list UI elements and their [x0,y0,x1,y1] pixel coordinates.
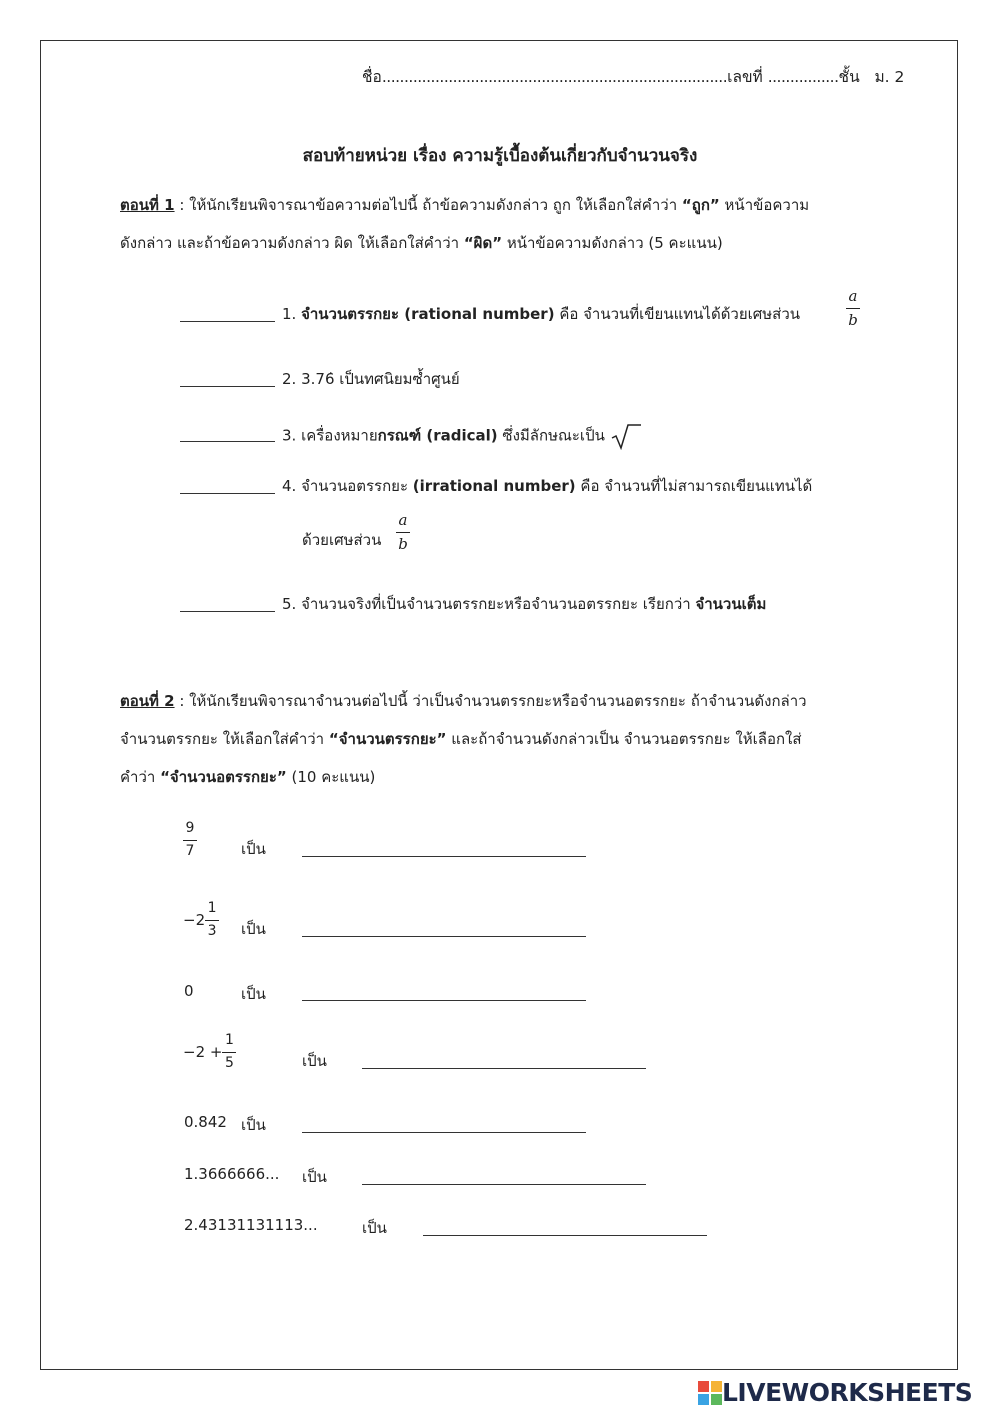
is-label-2: เป็น [241,920,266,938]
answer-blank-1[interactable] [180,321,275,322]
fraction-a-over-b-2: $\frac{a}{b}$ [396,511,410,554]
number-zero: 0 [184,982,194,1000]
repeating-decimal: 3.76̇ [301,370,335,388]
answer-line-7[interactable] [423,1235,707,1236]
question-4-line1: 4. จำนวนอตรรกยะ (irrational number) คือ จำนวนที่ไม่สามารถเขียนแทนได้ [282,477,813,495]
word-false: “ผิด” [463,234,503,252]
is-label-4: เป็น [302,1052,327,1070]
answer-line-1[interactable] [302,856,586,857]
question-1: 1. จำนวนตรรกยะ (rational number) คือ จำนวนที่เขียนแทนได้ด้วยเศษส่วน [282,305,801,323]
number-neg-2-and-1-third: −2 $\frac{1}{3}$ [183,900,219,940]
answer-blank-5[interactable] [180,611,275,612]
part2-instruction-line3: คำว่า “จำนวนอตรรกยะ” (10 คะแนน) [120,768,376,786]
is-label-7: เป็น [362,1219,387,1237]
answer-line-2[interactable] [302,936,586,937]
class-label: ชั้น [838,68,860,86]
answer-blank-4[interactable] [180,493,275,494]
liveworksheets-logo [698,1378,972,1408]
number-0-842: 0.842 [184,1113,227,1131]
header-line [362,64,904,89]
answer-line-6[interactable] [362,1184,646,1185]
radical-sign-icon [610,422,642,450]
logo-text: LIVEWORKSHEETS [722,1378,973,1407]
answer-line-4[interactable] [362,1068,646,1069]
question-3: 3. เครื่องหมายกรณฑ์ (radical) ซึ่งมีลักษณะเป็น [282,422,642,450]
number-2-43131131113: 2.43131131113... [184,1216,318,1234]
part1-instruction-line2: ดังกล่าว และถ้าข้อความดังกล่าว ผิด ให้เลือกใส่คำว่า “ผิด” หน้าข้อความดังกล่าว (5 คะแนน) [120,234,723,252]
answer-line-3[interactable] [302,1000,586,1001]
part2-instruction-line2: จำนวนตรรกยะ ให้เลือกใส่คำว่า “จำนวนตรรกยะ” และถ้าจำนวนดังกล่าวเป็น จำนวนอตรรกยะ ให้เลือกใส่ [120,730,802,748]
logo-grid-icon [698,1381,722,1405]
answer-blank-3[interactable] [180,441,275,442]
is-label-6: เป็น [302,1168,327,1186]
number-9-over-7: $\frac{9}{7}$ [183,820,197,860]
fraction-a-over-b-1: $\frac{a}{b}$ [846,287,860,330]
part1-instruction-line1: ตอนที่ 1 : ให้นักเรียนพิจารณาข้อความต่อไปนี้ ถ้าข้อความดังกล่าว ถูก ให้เลือกใส่คำว่า “ถูก” หน้าข้อความ [120,196,810,214]
is-label-3: เป็น [241,985,266,1003]
answer-line-5[interactable] [302,1132,586,1133]
question-5: 5. จำนวนจริงที่เป็นจำนวนตรรกยะหรือจำนวนอตรรกยะ เรียกว่า จำนวนเต็ม [282,595,767,613]
part2-instruction-line1: ตอนที่ 2 : ให้นักเรียนพิจารณาจำนวนต่อไปนี้ ว่าเป็นจำนวนตรรกยะหรือจำนวนอตรรกยะ ถ้าจำนวนดังกล่าว [120,692,807,710]
page-title: สอบท้ายหน่วย เรื่อง ความรู้เบื้องต้นเกี่ยวกับจำนวนจริง [302,146,698,166]
number-1-3666666: 1.3666666... [184,1165,280,1183]
is-label-1: เป็น [241,840,266,858]
part2-label: ตอนที่ 2 [120,692,175,710]
number-field[interactable]: ................ [767,68,839,86]
is-label-5: เป็น [241,1116,266,1134]
class-value: ม. 2 [874,68,905,86]
question-2: 2. 3.76̇ เป็นทศนิยมซ้ำศูนย์ [282,370,460,388]
number-label: เลขที่ [727,68,763,86]
number-neg-2-plus-1-fifth: −2 + $\frac{1}{5}$ [183,1032,236,1072]
part1-label: ตอนที่ 1 [120,196,175,214]
question-4-line2: ด้วยเศษส่วน [302,531,382,549]
answer-blank-2[interactable] [180,386,275,387]
name-label: ชื่อ [362,68,382,86]
name-field[interactable]: .............................................................................. [381,68,728,86]
word-true: “ถูก” [681,196,720,214]
